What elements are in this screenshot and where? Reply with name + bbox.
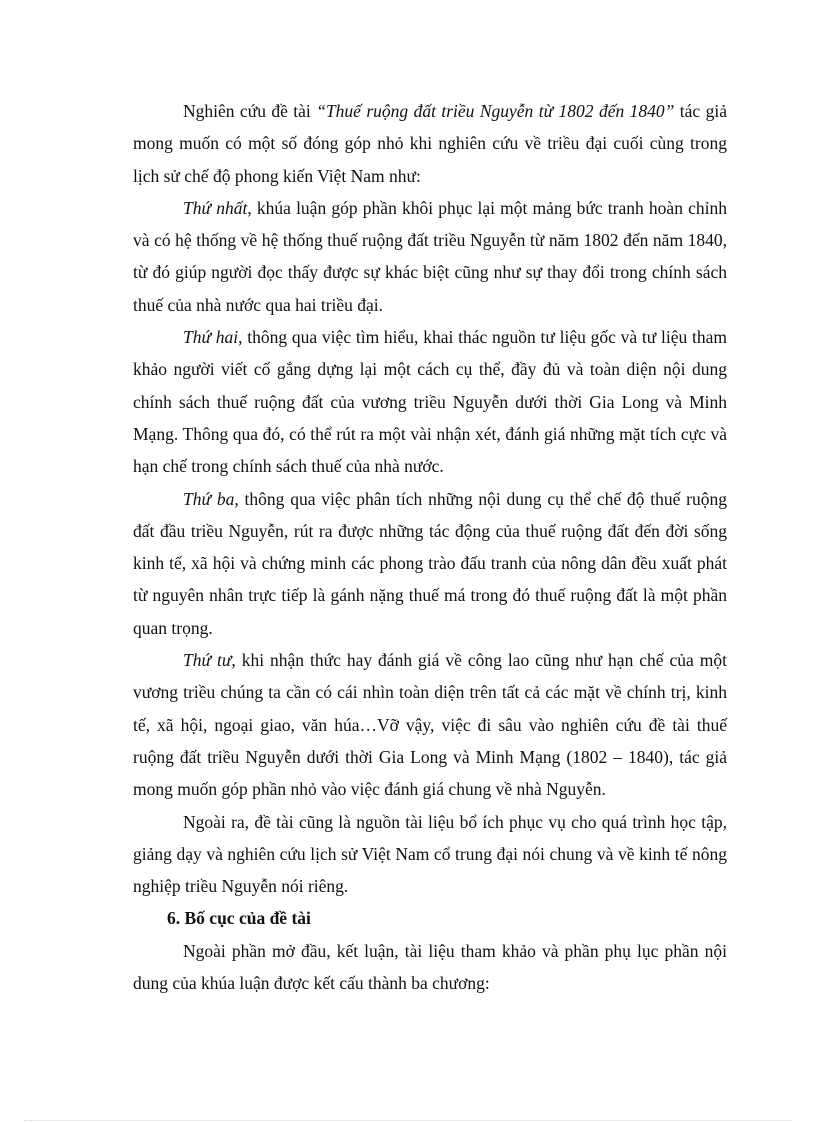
document-body: [133, 95, 727, 999]
paragraph-structure: Ngoài phần mở đầu, kết luận, tài liệu tham khảo và phần phụ lục phần nội dung của khúa luận được kết cấu thành ba chương:: [133, 940, 727, 994]
first-point-label: Thứ nhất: [183, 197, 248, 218]
paragraph-additional: Ngoài ra, đề tài cũng là nguồn tài liệu bổ ích phục vụ cho quá trình học tập, giảng dạy và nghiên cứu lịch sử Việt Nam cổ trung đại nói chung và về kinh tế nông nghiệp triều Nguyễn nói riêng.: [133, 811, 727, 897]
second-point-label: Thứ hai: [183, 327, 239, 348]
fourth-point-label: Thứ tư: [183, 650, 232, 671]
paragraph-fourth-point: [133, 644, 727, 805]
intro-paragraph: [133, 95, 727, 192]
first-point-text: , khúa luận góp phần khôi phục lại một mảng bức tranh hoàn chỉnh và có hệ thống về hệ thống thuế ruộng đất triều Nguyễn từ năm 1802 đến năm 1840, từ đó giúp người đọc thấy được sự khác biệt cũng như sự thay đổi trong chính sách thuế của nhà nước qua hai triều đại.: [133, 197, 728, 315]
paragraph-second-point: [133, 321, 727, 482]
third-point-label: Thứ ba: [183, 488, 235, 509]
intro-text-start: Nghiên cứu đề tài: [183, 101, 317, 121]
page-bottom-divider: [24, 1120, 792, 1121]
section-heading: 6. Bố cục của đề tài: [167, 908, 311, 929]
thesis-title: “Thuế ruộng đất triều Nguyễn từ 1802 đến 1840”: [316, 101, 675, 121]
intro-text-end: tác giả mong muốn có một số đóng góp nhỏ khi nghiên cứu về triều đại cuối cùng trong lịch sử chế độ phong kiến Việt Nam như:: [133, 101, 727, 186]
paragraph-first-point: [133, 192, 727, 321]
fourth-point-text: , khi nhận thức hay đánh giá về công lao cũng như hạn chế của một vương triều chúng ta cần có cái nhìn toàn diện trên tất cả các mặt về chính trị, kinh tế, xã hội, ngoại giao, văn húa…Vỡ vậy, việc đi sâu vào nghiên cứu đề tài thuế ruộng đất triều Nguyễn dưới thời Gia Long và Minh Mạng (1802 – 1840), tác giả mong muốn góp phần nhỏ vào việc đánh giá chung về nhà Nguyễn.: [133, 650, 727, 800]
third-point-text: , thông qua việc phân tích những nội dung cụ thể chế độ thuế ruộng đất đầu triều Nguyễn, rút ra được những tác động của thuế ruộng đất đến đời sống kinh tế, xã hội và chứng minh các phong trào đấu tranh của nông dân đều xuất phát từ nguyên nhân trực tiếp là gánh nặng thuế má trong đó thuế ruộng đất là một phần quan trọng.: [133, 488, 727, 638]
second-point-text: , thông qua việc tìm hiểu, khai thác nguồn tư liệu gốc và tư liệu tham khảo người viết cố gắng dựng lại một cách cụ thể, đầy đủ và toàn diện nội dung chính sách thuế ruộng đất của vương triều Nguyễn dưới thời Gia Long và Minh Mạng. Thông qua đó, có thể rút ra một vài nhận xét, đánh giá những mặt tích cực và hạn chế trong chính sách thuế của nhà nước.: [133, 327, 727, 477]
paragraph-third-point: [133, 483, 727, 644]
